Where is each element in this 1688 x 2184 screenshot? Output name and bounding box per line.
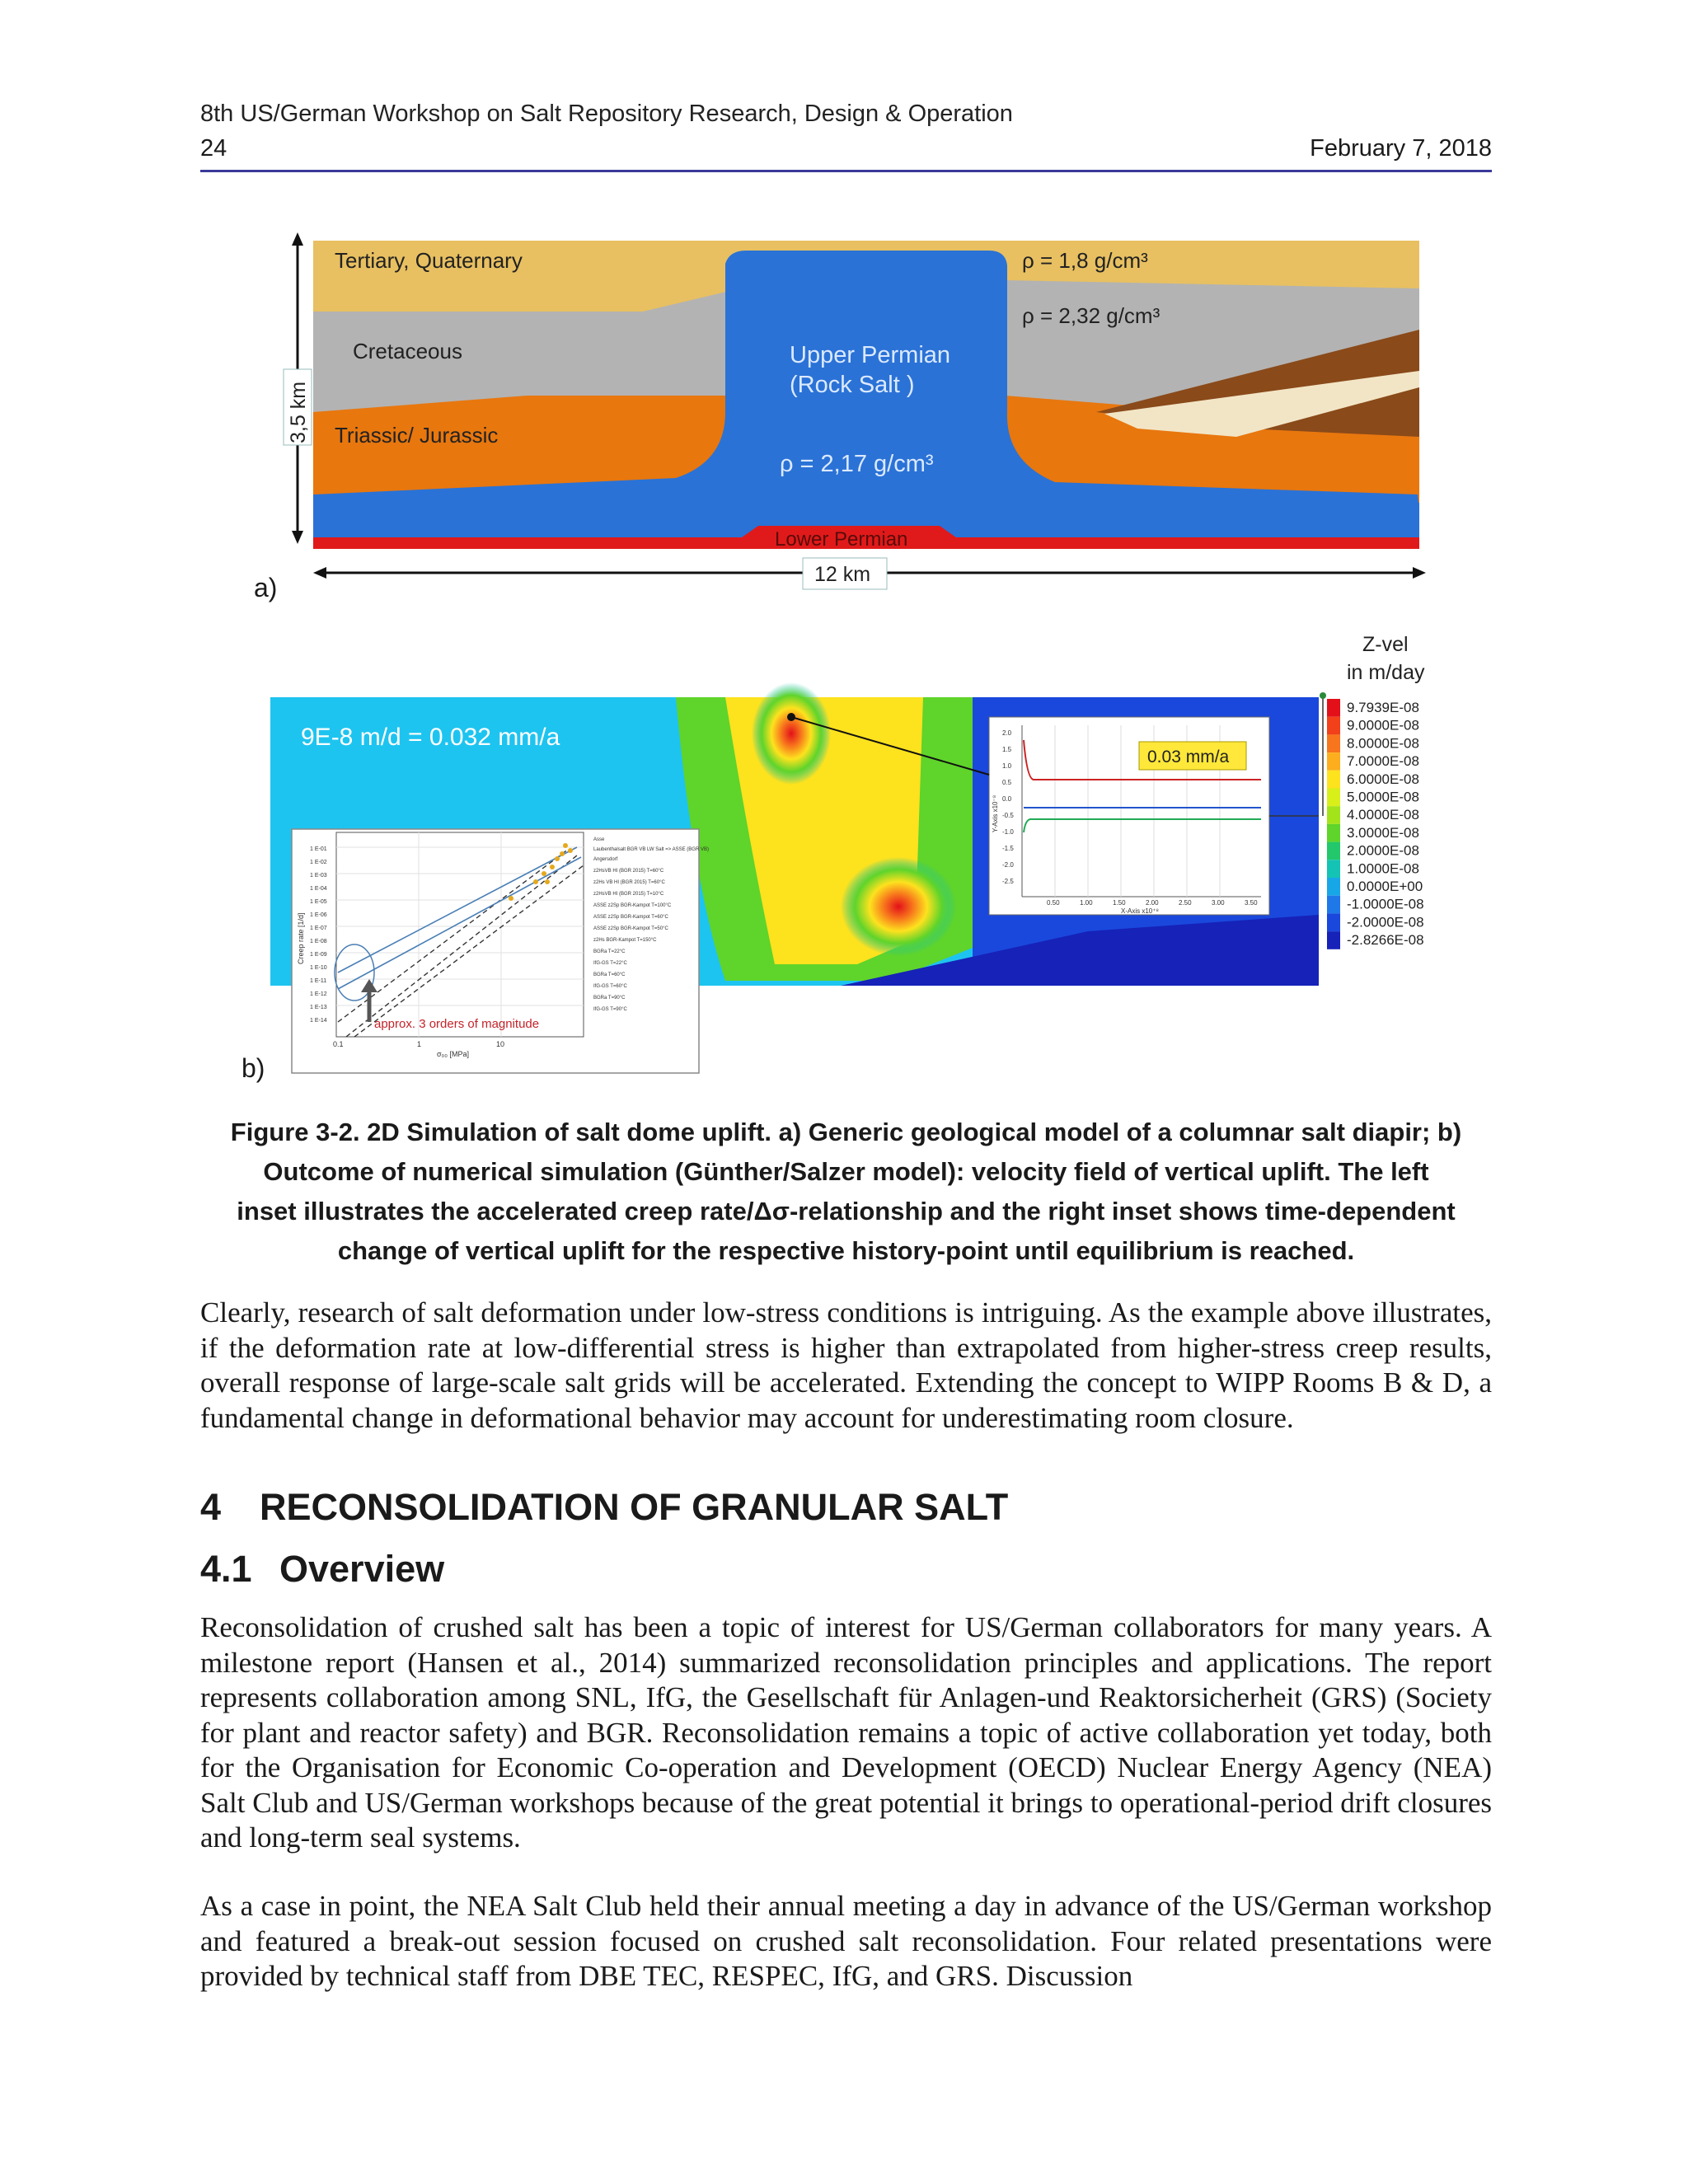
label-density-salt: ρ = 2,17 g/cm³ xyxy=(780,451,934,477)
x-tick: 2.50 xyxy=(1179,899,1192,907)
legend-entry: z2HsVB HI (BGR 2015) T=10°C xyxy=(593,892,664,897)
left-inset-y-axis-label: Creep rate [1/d] xyxy=(297,912,305,964)
x-tick: 1.00 xyxy=(1080,899,1093,907)
legend-value: -2.0000E-08 xyxy=(1347,914,1424,930)
y-tick: 1 E-06 xyxy=(310,912,327,918)
right-inset-y-axis-label: Y-Axis x10⁻⁸ xyxy=(992,794,999,832)
caption-line: Figure 3-2. 2D Simulation of salt dome uplift. a) Generic geological model of a columnar salt diapir; b) xyxy=(230,1118,1462,1146)
legend-entry: IfG-GS T=90°C xyxy=(593,1007,627,1012)
y-tick: 0.0 xyxy=(1002,795,1012,803)
paragraph-reconsolidation: Reconsolidation of crushed salt has been a topic of interest for US/German collaborators for many years. A milestone report (Hansen et al., 2014) summarized reconsolidation principles and applications. The report represents collaboration among SNL, IfG, the Gesellschaft für Anlagen-und Reaktorsicherheit (GRS) (Society for plant and reactor safety) and BGR. Reconsolidation remains a topic of active collaboration yet today, both for the Organisation for Economic Co-operation and Development (OECD) Nuclear Energy Agency (NEA) Salt Club and US/German workshops because of the great potential it brings to operational-period drift closures and long-term seal systems. xyxy=(200,1611,1492,1854)
label-triassic: Triassic/ Jurassic xyxy=(335,423,499,448)
width-scale-label: 12 km xyxy=(814,563,871,586)
label-density-top: ρ = 1,8 g/cm³ xyxy=(1022,248,1148,273)
header-date: February 7, 2018 xyxy=(1310,135,1492,162)
legend-swatch xyxy=(1327,878,1340,896)
legend-entry: BGRa T=60°C xyxy=(593,972,626,977)
label-tertiary: Tertiary, Quaternary xyxy=(335,248,523,273)
legend-swatch xyxy=(1327,913,1340,931)
subsection-title: Overview xyxy=(279,1548,445,1590)
y-tick: -1.5 xyxy=(1002,845,1014,852)
legend-entry: BGRa T=22°C xyxy=(593,949,626,954)
y-tick: 1 E-09 xyxy=(310,952,327,958)
legend-value: 1.0000E-08 xyxy=(1347,860,1419,877)
caption-line: change of vertical uplift for the respective history-point until equilibrium is reached. xyxy=(337,1236,1355,1265)
page-number: 24 xyxy=(200,135,227,162)
y-tick: 1 E-07 xyxy=(310,926,327,931)
legend-entry: Asse xyxy=(593,837,605,842)
y-tick: 1 E-04 xyxy=(310,886,327,892)
velocity-hotspot-upper xyxy=(752,682,831,785)
y-tick: 1 E-10 xyxy=(310,965,327,971)
legend-swatch xyxy=(1327,806,1340,824)
y-tick: 1 E-12 xyxy=(310,991,327,997)
x-tick: 0.50 xyxy=(1047,899,1060,907)
y-tick: 1 E-02 xyxy=(310,860,327,865)
header-rule xyxy=(200,170,1492,172)
legend-value: -2.8266E-08 xyxy=(1347,932,1424,949)
legend-swatch xyxy=(1327,860,1340,878)
y-tick: 1 E-13 xyxy=(310,1005,327,1010)
y-tick: 1.5 xyxy=(1002,746,1012,753)
section-number: 4 xyxy=(200,1486,222,1528)
caption-line: inset illustrates the accelerated creep rate/Δσ-relationship and the right inset shows time-dependent xyxy=(237,1197,1456,1226)
x-tick: 3.00 xyxy=(1212,899,1225,907)
legend-value: 9.0000E-08 xyxy=(1347,717,1419,733)
height-scale-label: 3,5 km xyxy=(287,381,310,443)
right-inset-callout: 0.03 mm/a xyxy=(1147,748,1230,766)
legend-swatch xyxy=(1327,896,1340,914)
paragraph-low-stress: Clearly, research of salt deformation under low-stress conditions is intriguing. As the example above illustrates, if the deformation rate at low-differential stress is higher than extrapolated from higher-stress creep results, overall response of large-scale salt grids will be accelerated. Extending the concept to WIPP Rooms B & D, a fundamental change in deformational behavior may account for underestimating room closure. xyxy=(200,1296,1492,1434)
legend-entry: z2Hs BGR-Kampot T=150°C xyxy=(593,938,657,943)
legend-swatch xyxy=(1327,771,1340,789)
y-tick: 1 E-01 xyxy=(310,846,327,852)
legend-swatch xyxy=(1327,789,1340,807)
legend-value: 5.0000E-08 xyxy=(1347,789,1419,805)
figure-a-geological-model xyxy=(280,231,1434,593)
legend-swatch xyxy=(1327,752,1340,771)
legend-value: 3.0000E-08 xyxy=(1347,824,1419,841)
x-tick: 3.50 xyxy=(1245,899,1258,907)
legend-value: 0.0000E+00 xyxy=(1347,879,1423,894)
y-tick: -2.5 xyxy=(1002,878,1014,885)
legend-title: Z-vel xyxy=(1362,635,1409,656)
section-heading xyxy=(200,1486,1008,1529)
left-inset-x-axis-label: σ₀₀ [MPa] xyxy=(437,1050,470,1058)
legend-swatch xyxy=(1327,842,1340,860)
legend-entry: BGRa T=90°C xyxy=(593,996,626,1001)
legend-swatch xyxy=(1327,824,1340,842)
y-tick: 1 E-11 xyxy=(310,978,327,984)
legend-value: 8.0000E-08 xyxy=(1347,735,1419,752)
y-tick: 0.5 xyxy=(1002,779,1012,786)
legend-value: 7.0000E-08 xyxy=(1347,753,1419,770)
y-tick: 1.0 xyxy=(1002,762,1012,770)
x-tick: 0.1 xyxy=(333,1040,344,1048)
legend-swatch xyxy=(1327,699,1340,717)
x-tick: 1.50 xyxy=(1113,899,1126,907)
label-cretaceous: Cretaceous xyxy=(353,339,462,363)
legend-entry: Angersdorf xyxy=(593,857,618,862)
y-tick: -0.5 xyxy=(1002,812,1014,819)
label-lower-permian: Lower Permian xyxy=(775,528,908,551)
caption-line: Outcome of numerical simulation (Günther/Salzer model): velocity field of vertical uplift. The left xyxy=(263,1157,1429,1186)
y-tick: 1 E-03 xyxy=(310,873,327,879)
figure-b-velocity-field xyxy=(264,635,1467,1080)
legend-value: 2.0000E-08 xyxy=(1347,842,1419,859)
legend-entry: Laubenthalsalt BGR VB LW Salt => ASSE (BGR VB) xyxy=(593,847,709,852)
y-tick: 1 E-05 xyxy=(310,899,327,905)
y-tick: -2.0 xyxy=(1002,861,1014,869)
rate-label: 9E-8 m/d = 0.032 mm/a xyxy=(301,724,560,751)
figure-caption xyxy=(200,1113,1492,1271)
x-tick: 2.00 xyxy=(1146,899,1159,907)
figure-a-label: a) xyxy=(254,573,278,602)
label-upper-permian: Upper Permian xyxy=(790,342,951,368)
section-title: RECONSOLIDATION OF GRANULAR SALT xyxy=(260,1486,1009,1528)
y-tick: 1 E-08 xyxy=(310,939,327,944)
legend-value: 6.0000E-08 xyxy=(1347,771,1419,787)
color-legend xyxy=(1327,699,1424,949)
legend-entry: ASSE z2Sp BGR-Kampot T=50°C xyxy=(593,926,668,931)
legend-entry: ASSE z2Sp BGR-Kampot T=60°C xyxy=(593,915,668,920)
legend-value: -1.0000E-08 xyxy=(1347,896,1424,912)
y-tick: 1 E-14 xyxy=(310,1018,327,1024)
legend-value: 9.7939E-08 xyxy=(1347,700,1419,715)
paragraph-case-in-point: As a case in point, the NEA Salt Club held their annual meeting a day in advance of the US/German workshop and featured a break-out session focused on crushed salt reconsolidation. Four related presentations were provided by technical staff from DBE TEC, RESPEC, IfG, and GRS. Discussion xyxy=(200,1890,1492,1992)
subsection-number: 4.1 xyxy=(200,1548,252,1590)
figure-b-label: b) xyxy=(241,1053,265,1083)
left-inset-annotation: approx. 3 orders of magnitude xyxy=(374,1017,540,1031)
label-density-middle: ρ = 2,32 g/cm³ xyxy=(1022,303,1160,328)
legend-entry: IfG-GS T=22°C xyxy=(593,961,627,966)
x-tick: 1 xyxy=(417,1040,422,1048)
y-tick: 2.0 xyxy=(1002,729,1012,737)
legend-unit: in m/day xyxy=(1347,661,1425,684)
subsection-heading xyxy=(200,1548,444,1591)
legend-swatch xyxy=(1327,734,1340,752)
legend-swatch xyxy=(1327,717,1340,735)
legend-entry: ASSE z2Sp BGR-Kampot T=100°C xyxy=(593,903,672,908)
legend-entry: IfG-GS T=60°C xyxy=(593,984,627,989)
legend-swatch xyxy=(1327,931,1340,949)
velocity-hotspot-lower xyxy=(841,857,956,956)
legend-value: 4.0000E-08 xyxy=(1347,807,1419,823)
y-tick: -1.0 xyxy=(1002,828,1014,836)
x-tick: 10 xyxy=(496,1040,505,1048)
right-inset-x-axis-label: X-Axis x10⁺⁸ xyxy=(1121,907,1159,915)
running-header-title: 8th US/German Workshop on Salt Repository Research, Design & Operation xyxy=(200,101,1013,127)
label-rock-salt: (Rock Salt ) xyxy=(790,372,915,398)
legend-entry: z2HsVB HI (BGR 2015) T=60°C xyxy=(593,869,664,874)
legend-entry: z2Hs VB HI (BGR 2015) T=60°C xyxy=(593,880,665,885)
